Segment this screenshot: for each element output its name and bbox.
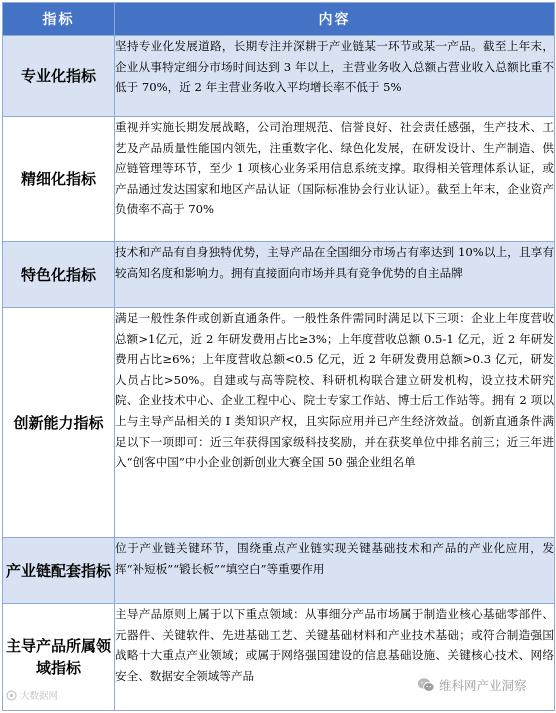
row-indicator-name: 特色化指标: [3, 242, 115, 308]
row-indicator-name: 产业链配套指标: [3, 538, 115, 604]
table-row: [3, 604, 555, 711]
watermark-left-text: 大数据网: [20, 691, 59, 702]
criteria-table: [2, 2, 555, 711]
row-content: 满足一般性条件或创新直通条件。一般性条件需同时满足以下三项：企业上年度营收总额>1亿元，近 2 年研发费用占比≥3%；上年度营收总额 0.5-1 亿元，近 2 年研发费用占比≥6%；上年度营收总额<0.5 亿元，近 2 年研发费用总额>0.3 亿元，研发人员占比>50%。自建或与高等院校、科研机构联合建立研发机构，设立技术研究院、企业技术中心、企业工程中心、院士专家工作站、博士后工作站等。拥有 2 项以上与主导产品相关的 I 类知识产权，且实际应用并已产生经济效益。创新直通条件满足以下一项即可：近三年获得国家级科技奖励，并在获奖单位中排名前三；近三年进入“创客中国”中小企业创新创业大赛全国 50 强企业组名单: [115, 308, 555, 538]
table-row: [3, 36, 555, 117]
row-indicator-name: 精细化指标: [3, 117, 115, 242]
table-row: [3, 538, 555, 604]
row-indicator-name: 主导产品所属领域指标: [3, 604, 115, 711]
table-row: [3, 308, 555, 538]
watermark-left: [6, 688, 58, 702]
row-content: 重视并实施长期发展战略，公司治理规范、信誉良好、社会责任感强，生产技术、工艺及产品质量性能国内领先，注重数字化、绿色化发展，在研发设计、生产制造、供应链管理等环节，至少 1 项核心业务采用信息系统支撑。取得相关管理体系认证，或产品通过发达国家和地区产品认证（国际标准协会行业认证）。截至上年末，企业资产负债率不高于 70%: [115, 117, 555, 242]
row-content: 技术和产品有自身独特优势，主导产品在全国细分市场占有率达到 10%以上，且享有较高知名度和影响力。拥有直接面向市场并具有竞争优势的自主品牌: [115, 242, 555, 308]
table-row: [3, 117, 555, 242]
table-row: [3, 242, 555, 308]
row-content: 位于产业链关键环节，围绕重点产业链实现关键基础技术和产品的产业化应用，发挥“补短板”“锻长板”“填空白”等重要作用: [115, 538, 555, 604]
row-indicator-name: 专业化指标: [3, 36, 115, 117]
header-content: 内容: [115, 3, 555, 36]
wechat-icon: [417, 677, 435, 693]
table-header-row: [3, 3, 555, 36]
logo-icon: [6, 690, 17, 701]
row-indicator-name: 创新能力指标: [3, 308, 115, 538]
row-content: 主导产品原则上属于以下重点领域：从事细分产品市场属于制造业核心基础零部件、元器件、关键软件、先进基础工艺、关键基础材料和产业技术基础；或符合制造强国战略十大重点产业领域；或属于网络强国建设的信息基础设施、关键核心技术、网络安全、数据安全领域等产品: [115, 604, 555, 711]
watermark-right: [417, 676, 527, 694]
watermark-right-text: 维科网产业洞察: [439, 678, 527, 693]
header-indicator: 指标: [3, 3, 115, 36]
row-content: 坚持专业化发展道路，长期专注并深耕于产业链某一环节或某一产品。截至上年末，企业从事特定细分市场时间达到 3 年以上，主营业务收入总额占营业收入总额比重不低于 70%，近 2 年主营业务收入平均增长率不低于 5%: [115, 36, 555, 117]
